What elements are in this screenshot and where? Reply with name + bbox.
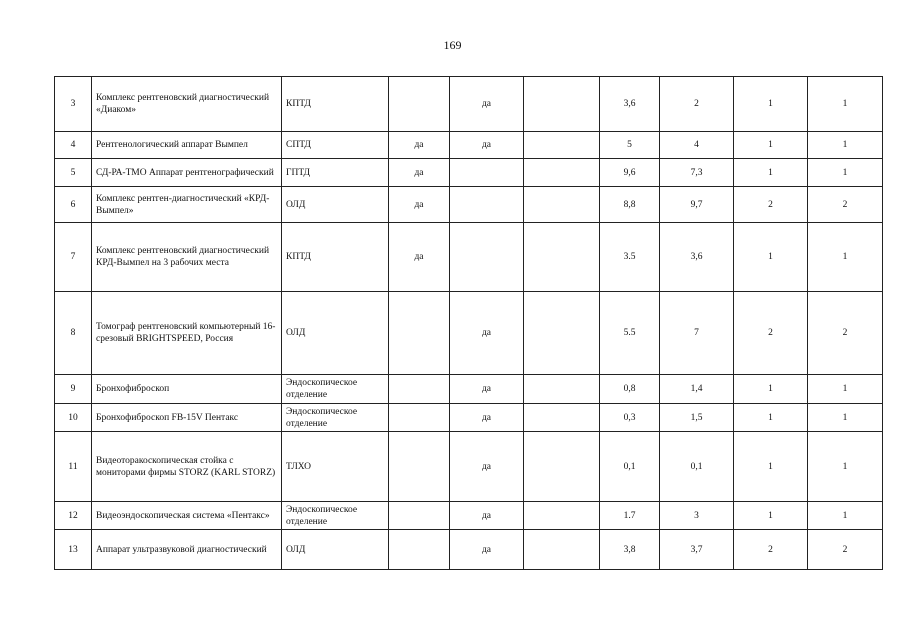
cell-col4: да [389,223,450,292]
cell-department: ОЛД [282,530,389,570]
cell-col6 [524,432,600,502]
cell-equipment-name: Видеоэндоскопическая система «Пентакс» [92,502,282,530]
cell-number: 7 [55,223,92,292]
cell-col5: да [450,132,524,159]
cell-col6 [524,292,600,375]
cell-equipment-name: Аппарат ультразвуковой диагностический [92,530,282,570]
table-row [55,375,883,404]
cell-number: 12 [55,502,92,530]
cell-col8: 2 [660,77,734,132]
cell-col6 [524,502,600,530]
cell-col10: 1 [808,159,883,187]
cell-col6 [524,187,600,223]
cell-department: КПТД [282,223,389,292]
cell-equipment-name: Комплекс рентгеновский диагностический «Диаком» [92,77,282,132]
table-row [55,132,883,159]
cell-col9: 1 [734,502,808,530]
table-row [55,432,883,502]
cell-col8: 7 [660,292,734,375]
cell-col7: 0,1 [600,432,660,502]
cell-col8: 9,7 [660,187,734,223]
cell-col7: 8,8 [600,187,660,223]
cell-col5: да [450,292,524,375]
cell-col4 [389,432,450,502]
cell-col5: да [450,432,524,502]
cell-department: ГПТД [282,159,389,187]
cell-col7: 0,8 [600,375,660,404]
table-row [55,404,883,432]
cell-col9: 1 [734,132,808,159]
cell-col9: 1 [734,223,808,292]
table-row [55,530,883,570]
cell-col7: 3,6 [600,77,660,132]
cell-col4 [389,77,450,132]
cell-col9: 2 [734,530,808,570]
cell-equipment-name: Комплекс рентгеновский диагностический КРД-Вымпел на 3 рабочих места [92,223,282,292]
cell-number: 13 [55,530,92,570]
cell-col4: да [389,187,450,223]
cell-department: ОЛД [282,292,389,375]
cell-col8: 0,1 [660,432,734,502]
cell-equipment-name: Бронхофиброскоп FB-15V Пентакс [92,404,282,432]
cell-department: ТЛХО [282,432,389,502]
cell-col9: 2 [734,187,808,223]
cell-equipment-name: Томограф рентгеновский компьютерный 16-срезовый BRIGHTSPEED, Россия [92,292,282,375]
cell-col8: 1,5 [660,404,734,432]
cell-col10: 1 [808,404,883,432]
cell-col4: да [389,132,450,159]
cell-equipment-name: Комплекс рентген-диагностический «КРД-Вымпел» [92,187,282,223]
cell-col4 [389,530,450,570]
cell-number: 9 [55,375,92,404]
table-row [55,223,883,292]
cell-department: КПТД [282,77,389,132]
cell-col10: 1 [808,132,883,159]
cell-equipment-name: СД-РА-ТМО Аппарат рентгенографический [92,159,282,187]
cell-number: 8 [55,292,92,375]
cell-col6 [524,132,600,159]
cell-col7: 5.5 [600,292,660,375]
cell-col5: да [450,530,524,570]
cell-col7: 1.7 [600,502,660,530]
cell-number: 6 [55,187,92,223]
table-row [55,159,883,187]
cell-equipment-name: Бронхофиброскоп [92,375,282,404]
cell-department: Эндоскопическое отделение [282,502,389,530]
cell-col4 [389,502,450,530]
cell-col5 [450,159,524,187]
page-number: 169 [443,38,462,52]
cell-department: СПТД [282,132,389,159]
cell-col6 [524,159,600,187]
cell-col8: 3 [660,502,734,530]
table-row [55,502,883,530]
cell-col5: да [450,502,524,530]
cell-col9: 2 [734,292,808,375]
equipment-table [54,76,883,570]
cell-col5: да [450,77,524,132]
cell-col10: 2 [808,530,883,570]
cell-col4: да [389,159,450,187]
cell-col9: 1 [734,375,808,404]
cell-number: 11 [55,432,92,502]
cell-col6 [524,375,600,404]
cell-col9: 1 [734,432,808,502]
cell-col4 [389,375,450,404]
cell-col8: 3,6 [660,223,734,292]
cell-col10: 1 [808,502,883,530]
cell-col8: 4 [660,132,734,159]
cell-number: 10 [55,404,92,432]
cell-col7: 0,3 [600,404,660,432]
cell-col9: 1 [734,404,808,432]
cell-col7: 9,6 [600,159,660,187]
cell-col6 [524,530,600,570]
cell-col8: 3,7 [660,530,734,570]
table-row [55,292,883,375]
cell-department: Эндоскопическое отделение [282,404,389,432]
cell-equipment-name: Рентгенологический аппарат Вымпел [92,132,282,159]
cell-col7: 3,8 [600,530,660,570]
cell-col10: 1 [808,432,883,502]
cell-number: 4 [55,132,92,159]
cell-col5: да [450,404,524,432]
cell-col10: 2 [808,292,883,375]
cell-col7: 3.5 [600,223,660,292]
cell-col10: 1 [808,223,883,292]
cell-col8: 1,4 [660,375,734,404]
cell-department: Эндоскопическое отделение [282,375,389,404]
cell-col4 [389,292,450,375]
cell-col8: 7,3 [660,159,734,187]
cell-col5: да [450,375,524,404]
cell-col9: 1 [734,77,808,132]
cell-number: 3 [55,77,92,132]
cell-col4 [389,404,450,432]
cell-col6 [524,77,600,132]
cell-col10: 1 [808,77,883,132]
cell-equipment-name: Видеоторакоскопическая стойка с мониторами фирмы STORZ (KARL STORZ) [92,432,282,502]
cell-col10: 2 [808,187,883,223]
cell-department: ОЛД [282,187,389,223]
table-row [55,77,883,132]
cell-col10: 1 [808,375,883,404]
cell-col6 [524,404,600,432]
cell-col5 [450,223,524,292]
cell-col7: 5 [600,132,660,159]
cell-col9: 1 [734,159,808,187]
table-row [55,187,883,223]
cell-col5 [450,187,524,223]
cell-col6 [524,223,600,292]
cell-number: 5 [55,159,92,187]
